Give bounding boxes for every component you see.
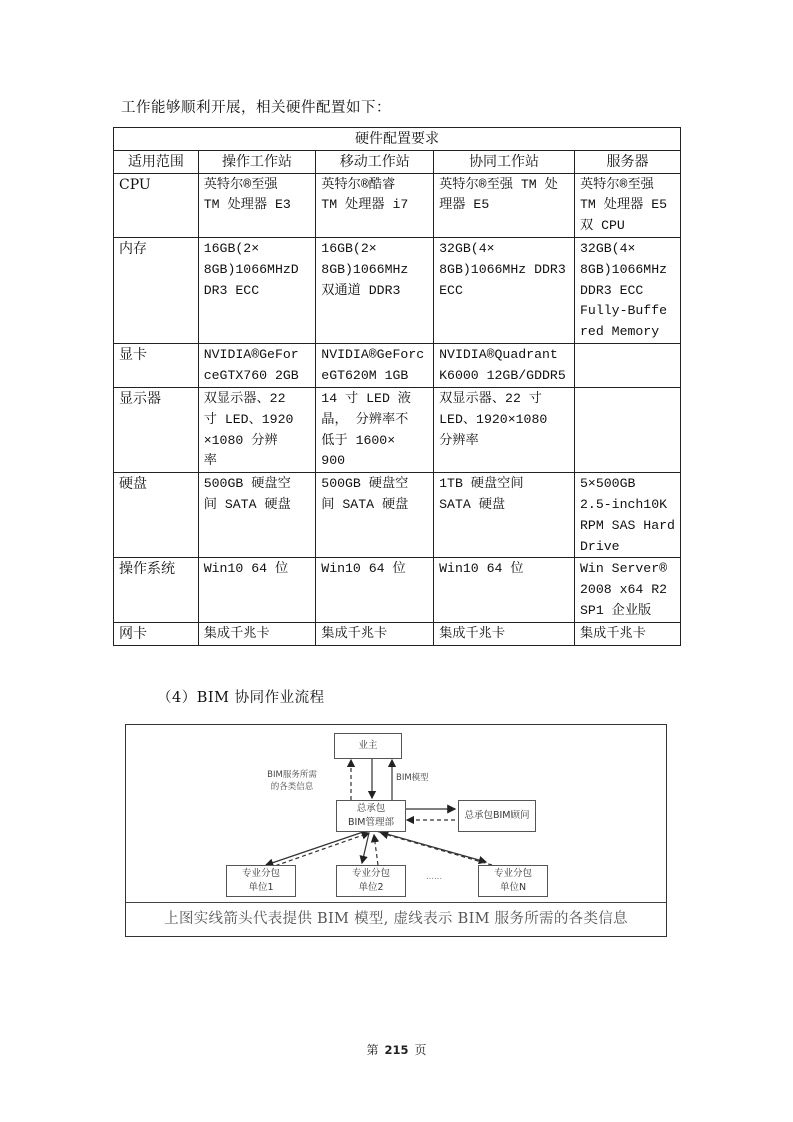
table-cell <box>316 558 434 623</box>
table-cell <box>434 237 575 343</box>
node-general-contractor <box>336 800 406 832</box>
cell-line: TM 处理器 i7 <box>321 197 409 213</box>
node-subn-label-2: 单位N <box>499 882 527 893</box>
arrow-gc-to-sub2 <box>362 833 369 863</box>
node-sub1-label-2: 单位1 <box>248 882 274 893</box>
row-label: CPU <box>114 173 199 237</box>
ellipsis: ...... <box>426 872 443 882</box>
row-label: 操作系统 <box>114 558 199 623</box>
node-sub2-label-2: 单位2 <box>358 882 384 893</box>
cell-line: Fully-Buffe <box>580 303 668 319</box>
bim-workflow-diagram <box>125 724 667 937</box>
table-row <box>114 473 681 558</box>
table-cell <box>575 558 681 623</box>
table-cell <box>316 343 434 387</box>
cell-line: 集成千兆卡 <box>580 626 646 642</box>
cell-line: 2.5-inch10K <box>580 496 668 512</box>
footer-prefix: 第 <box>366 1043 379 1057</box>
page-number: 215 <box>384 1043 409 1057</box>
cell-line: 集成千兆卡 <box>321 626 388 642</box>
table-cell <box>575 623 681 646</box>
cell-line: SP1 企业版 <box>580 602 652 618</box>
cell-line: 晶， 分辨率不 <box>321 411 409 427</box>
section-heading: （4）BIM 协同作业流程 <box>157 690 325 706</box>
cell-line: 8GB)1066MHz <box>580 261 668 277</box>
table-cell <box>316 473 434 558</box>
cell-line: 双显示器、22 <box>203 390 286 406</box>
node-consultant-label: 总承包BIM顾问 <box>464 810 530 821</box>
node-bim-consultant <box>458 800 536 832</box>
arrow-sub2-to-gc <box>374 835 378 865</box>
cell-line: 英特尔®至强 <box>203 176 278 192</box>
table-row <box>114 343 681 387</box>
page-footer <box>0 1041 793 1058</box>
table-cell <box>198 173 316 237</box>
table-cell <box>434 173 575 237</box>
cell-line: 8GB)1066MHz DDR3 <box>439 261 566 277</box>
label-info-line-1: BIM服务所需 <box>267 770 317 780</box>
table-cell <box>316 237 434 343</box>
table-cell <box>316 173 434 237</box>
cell-line: NVIDIA®GeFor <box>203 346 299 362</box>
node-subcontractor-2 <box>336 865 406 897</box>
table-row <box>114 237 681 343</box>
cell-line: 500GB 硬盘空 <box>203 476 291 492</box>
cell-line: 8GB)1066MHzD <box>203 261 299 277</box>
hardware-config-table <box>113 127 681 646</box>
arrow-gc-to-subn <box>376 831 486 862</box>
cell-line: 率 <box>203 453 217 469</box>
cell-line: Win Server® <box>580 561 668 577</box>
cell-line: 8GB)1066MHz <box>321 261 409 277</box>
table-cell <box>198 237 316 343</box>
node-sub1-label-1: 专业分包 <box>241 868 280 879</box>
cell-line: ECC <box>439 282 463 298</box>
row-label: 显示器 <box>114 387 199 472</box>
table-cell <box>316 387 434 472</box>
cell-line: Drive <box>580 538 620 554</box>
diagram-caption: 上图实线箭头代表提供 BIM 模型, 虚线表示 BIM 服务所需的各类信息 <box>126 902 666 936</box>
table-cell <box>198 387 316 472</box>
table-cell <box>575 473 681 558</box>
cell-line: RPM SAS Hard <box>580 517 675 533</box>
cell-line: TM 处理器 E5 <box>580 197 668 213</box>
cell-line: 低于 1600× <box>321 432 396 448</box>
cell-line: 32GB(4× <box>439 240 495 256</box>
arrow-subn-to-gc <box>381 833 492 865</box>
cell-line: K6000 12GB/GDDR5 <box>439 367 566 383</box>
label-bim-service-info <box>254 769 330 793</box>
cell-line: 32GB(4× <box>580 240 636 256</box>
cell-line: 间 SATA 硬盘 <box>203 496 291 512</box>
cell-line: TM 处理器 E3 <box>203 197 291 213</box>
table-cell <box>316 623 434 646</box>
cell-line: 双显示器、22 寸 <box>439 390 542 406</box>
cell-line: 500GB 硬盘空 <box>321 476 409 492</box>
cell-line: eGT620M 1GB <box>321 367 409 383</box>
cell-line: ceGTX760 2GB <box>203 367 299 383</box>
table-cell <box>198 623 316 646</box>
intro-paragraph: 工作能够顺利开展，相关硬件配置如下： <box>121 100 391 116</box>
cell-line: 16GB(2× <box>321 240 377 256</box>
label-info-line-2: 的各类信息 <box>270 782 314 792</box>
node-subcontractor-n <box>478 865 548 897</box>
row-label: 显卡 <box>114 343 199 387</box>
table-row <box>114 623 681 646</box>
cell-line: red Memory <box>580 324 660 340</box>
cell-line: 14 寸 LED 液 <box>321 390 411 406</box>
cell-line: 双通道 DDR3 <box>321 282 401 298</box>
cell-line: Win10 64 位 <box>439 561 524 577</box>
node-owner <box>334 733 402 759</box>
node-owner-label: 业主 <box>358 740 378 751</box>
node-gc-label-2: BIM管理部 <box>347 817 395 828</box>
column-header: 服务器 <box>575 150 681 173</box>
table-cell <box>434 387 575 472</box>
table-cell <box>575 237 681 343</box>
cell-line: 双 CPU <box>580 218 625 234</box>
column-header: 协同工作站 <box>434 150 575 173</box>
table-cell <box>575 343 681 387</box>
table-cell <box>434 623 575 646</box>
table-cell <box>434 473 575 558</box>
cell-line: LED、1920×1080 <box>439 411 548 427</box>
row-label: 硬盘 <box>114 473 199 558</box>
row-label: 网卡 <box>114 623 199 646</box>
cell-line: ×1080 分辨 <box>203 432 278 448</box>
cell-line: DDR3 ECC <box>580 282 644 298</box>
cell-line: 英特尔®至强 TM 处 <box>439 176 558 192</box>
cell-line: 英特尔®酷睿 <box>321 176 396 192</box>
node-subcontractor-1 <box>226 865 296 897</box>
cell-line: 16GB(2× <box>203 240 260 256</box>
table-row <box>114 387 681 472</box>
table-row <box>114 173 681 237</box>
cell-line: 2008 x64 R2 <box>580 582 668 598</box>
table-cell <box>198 343 316 387</box>
cell-line: 1TB 硬盘空间 <box>439 476 524 492</box>
cell-line: NVIDIA®Quadrant <box>439 346 558 362</box>
cell-line: NVIDIA®GeForc <box>321 346 425 362</box>
footer-suffix: 页 <box>414 1043 427 1057</box>
table-row <box>114 558 681 623</box>
column-header: 操作工作站 <box>198 150 316 173</box>
arrow-gc-to-sub1 <box>266 831 366 865</box>
cell-line: 理器 E5 <box>439 197 490 213</box>
cell-line: 寸 LED、1920 <box>203 411 294 427</box>
column-header: 适用范围 <box>114 150 199 173</box>
table-cell <box>198 473 316 558</box>
cell-line: Win10 64 位 <box>203 561 289 577</box>
cell-line: 900 <box>321 453 346 469</box>
cell-line: 英特尔®至强 <box>580 176 654 192</box>
cell-line: 分辨率 <box>439 432 479 448</box>
table-cell <box>434 558 575 623</box>
arrow-sub1-to-gc <box>269 833 369 868</box>
node-sub2-label-1: 专业分包 <box>351 868 390 879</box>
cell-line: Win10 64 位 <box>321 561 406 577</box>
table-cell <box>575 387 681 472</box>
table-cell <box>434 343 575 387</box>
node-gc-label-1: 总承包 <box>356 803 386 814</box>
table-cell <box>575 173 681 237</box>
node-subn-label-1: 专业分包 <box>493 868 532 879</box>
row-label: 内存 <box>114 237 199 343</box>
cell-line: 集成千兆卡 <box>203 626 270 642</box>
cell-line: 5×500GB <box>580 476 636 492</box>
table-title: 硬件配置要求 <box>114 128 681 151</box>
column-header: 移动工作站 <box>316 150 434 173</box>
table-cell <box>198 558 316 623</box>
cell-line: 间 SATA 硬盘 <box>321 496 409 512</box>
label-bim-model: BIM模型 <box>396 773 429 783</box>
cell-line: DR3 ECC <box>203 282 260 298</box>
cell-line: SATA 硬盘 <box>439 496 506 512</box>
cell-line: 集成千兆卡 <box>439 626 506 642</box>
